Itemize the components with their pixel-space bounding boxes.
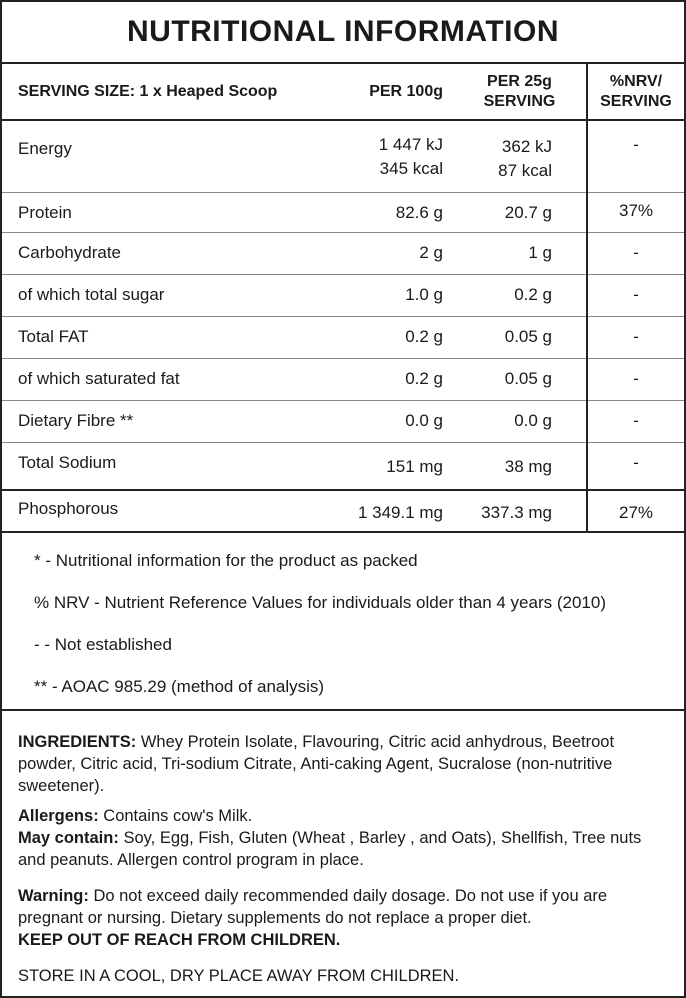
per100-value: 2 g	[332, 232, 447, 274]
per25-value: 362 kJ 87 kcal	[447, 120, 587, 192]
table-row	[2, 400, 684, 442]
table-row	[2, 274, 684, 316]
warning: Warning: Do not exceed daily recommended daily dosage. Do not use if you are pregnant or nursing. Dietary supplements do not replace a proper diet. KEEP OUT OF REACH FROM CHILDREN.	[18, 887, 608, 949]
footnotes	[2, 533, 684, 711]
nutrient-name: Energy	[2, 120, 332, 192]
nutrition-table	[2, 64, 684, 533]
storage-note: STORE IN A COOL, DRY PLACE AWAY FROM CHILDREN.	[18, 967, 460, 985]
table-row	[2, 442, 684, 490]
serving-size-header: SERVING SIZE: 1 x Heaped Scoop	[2, 64, 332, 120]
per25-value: 0.2 g	[447, 274, 587, 316]
ingredients: INGREDIENTS: Whey Protein Isolate, Flavouring, Citric acid anhydrous, Beetroot powder, Citric acid, Tri-sodium Citrate, Anti-caking Agent, Sucralose (non-nutritive sweetener).	[18, 733, 615, 795]
nutrient-name: Carbohydrate	[2, 232, 332, 274]
per100-value: 0.2 g	[332, 316, 447, 358]
nrv-value: -	[587, 120, 684, 192]
ingredients-section	[2, 711, 684, 987]
nrv-value: -	[587, 232, 684, 274]
label-title: NUTRITIONAL INFORMATION	[2, 2, 684, 64]
per25-value: 0.05 g	[447, 358, 587, 400]
per25-value: 20.7 g	[447, 192, 587, 232]
nrv-value: -	[587, 442, 684, 490]
nutrient-name: Dietary Fibre **	[2, 400, 332, 442]
nrv-value: 27%	[587, 490, 684, 532]
table-row	[2, 232, 684, 274]
per25-value: 337.3 mg	[447, 490, 587, 532]
nrv-header: %NRV/ SERVING	[587, 64, 684, 120]
per100-header: PER 100g	[332, 64, 447, 120]
allergens: Allergens: Contains cow's Milk.	[18, 807, 253, 825]
per25-header: PER 25g SERVING	[447, 64, 587, 120]
nutrient-name: Phosphorous	[2, 490, 332, 532]
nrv-value: -	[587, 358, 684, 400]
nrv-value: -	[587, 316, 684, 358]
footnote: % NRV - Nutrient Reference Values for individuals older than 4 years (2010)	[34, 593, 606, 612]
per25-value: 0.0 g	[447, 400, 587, 442]
per25-value: 38 mg	[447, 442, 587, 490]
per100-value: 151 mg	[332, 442, 447, 490]
nutrient-name: Total FAT	[2, 316, 332, 358]
per100-value: 82.6 g	[332, 192, 447, 232]
table-row	[2, 490, 684, 532]
table-row	[2, 120, 684, 192]
nutrient-name: of which saturated fat	[2, 358, 332, 400]
per100-value: 1 349.1 mg	[332, 490, 447, 532]
table-row	[2, 192, 684, 232]
nrv-value: -	[587, 274, 684, 316]
nrv-value: -	[587, 400, 684, 442]
footnote: * - Nutritional information for the product as packed	[34, 551, 418, 570]
table-row	[2, 316, 684, 358]
table-header	[2, 64, 684, 120]
nrv-value: 37%	[587, 192, 684, 232]
footnote: ** - AOAC 985.29 (method of analysis)	[34, 677, 325, 696]
footnote: - - Not established	[34, 635, 172, 654]
per100-value: 1.0 g	[332, 274, 447, 316]
per100-value: 0.2 g	[332, 358, 447, 400]
per100-value: 0.0 g	[332, 400, 447, 442]
nutrient-name: Total Sodium	[2, 442, 332, 490]
may-contain: May contain: Soy, Egg, Fish, Gluten (Wheat , Barley , and Oats), Shellfish, Tree nuts and peanuts. Allergen control program in place.	[18, 829, 642, 869]
per25-value: 0.05 g	[447, 316, 587, 358]
per25-value: 1 g	[447, 232, 587, 274]
per100-value: 1 447 kJ 345 kcal	[332, 120, 447, 192]
nutrient-name: of which total sugar	[2, 274, 332, 316]
nutrient-name: Protein	[2, 192, 332, 232]
table-row	[2, 358, 684, 400]
